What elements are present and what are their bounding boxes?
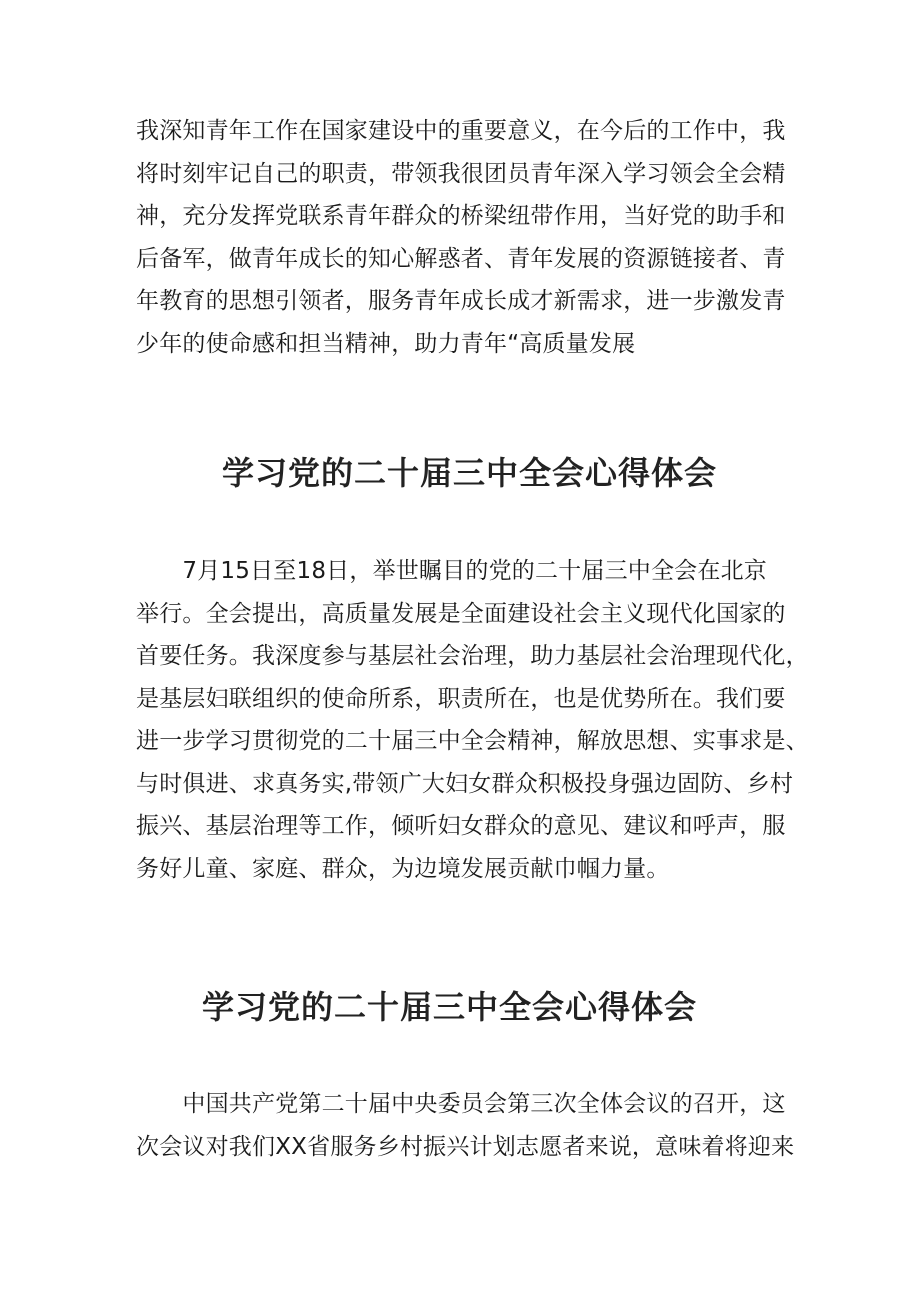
paragraph-line: 将时刻牢记自己的职责，带领我很团员青年深入学习领会全会精: [136, 160, 786, 187]
paragraph-line: 中国共产党第二十届中央委员会第三次全体会议的召开，这: [136, 1091, 786, 1117]
paragraph-line: 首要任务。我深度参与基层社会治理，助力基层社会治理现代化，: [136, 643, 809, 669]
paragraph-line: 是基层妇联组织的使命所系，职责所在，也是优势所在。我们要: [136, 685, 786, 712]
paragraph-line: 年教育的思想引领者，服务青年成长成才新需求，进一步激发青: [136, 288, 786, 314]
paragraph-line: 7月15日至18日，举世瞩目的党的二十届三中全会在北京: [136, 558, 767, 584]
paragraph-line: 进一步学习贯彻党的二十届三中全会精神，解放思想、实事求是、: [136, 728, 809, 754]
paragraph-rural-volunteers: [136, 1083, 796, 1168]
section-heading: 学习党的二十届三中全会心得体会: [222, 454, 718, 492]
paragraph-line: 次会议对我们XX省服务乡村振兴计划志愿者来说，意味着将迎来: [136, 1133, 795, 1160]
paragraph-line: 振兴、基层治理等工作，倾听妇女群众的意见、建议和呼声，服: [136, 813, 786, 839]
section-heading: 学习党的二十届三中全会心得体会: [202, 988, 698, 1026]
paragraph-line: 我深知青年工作在国家建设中的重要意义，在今后的工作中，我: [136, 118, 786, 144]
paragraph-line: 神，充分发挥党联系青年群众的桥梁纽带作用，当好党的助手和: [136, 203, 786, 229]
paragraph-line: 后备军，做青年成长的知心解惑者、青年发展的资源链接者、青: [136, 245, 786, 272]
paragraph-line: 务好儿童、家庭、群众，为边境发展贡献巾帼力量。: [136, 855, 670, 882]
paragraph-line: 举行。全会提出，高质量发展是全面建设社会主义现代化国家的: [136, 600, 786, 627]
paragraph-womens-federation: [136, 550, 809, 890]
paragraph-youth-work: [136, 110, 796, 365]
paragraph-line: 与时俱进、求真务实,带领广大妇女群众积极投身强边固防、乡村: [136, 770, 794, 797]
paragraph-line: 少年的使命感和担当精神，助力青年“高质量发展: [136, 330, 636, 357]
